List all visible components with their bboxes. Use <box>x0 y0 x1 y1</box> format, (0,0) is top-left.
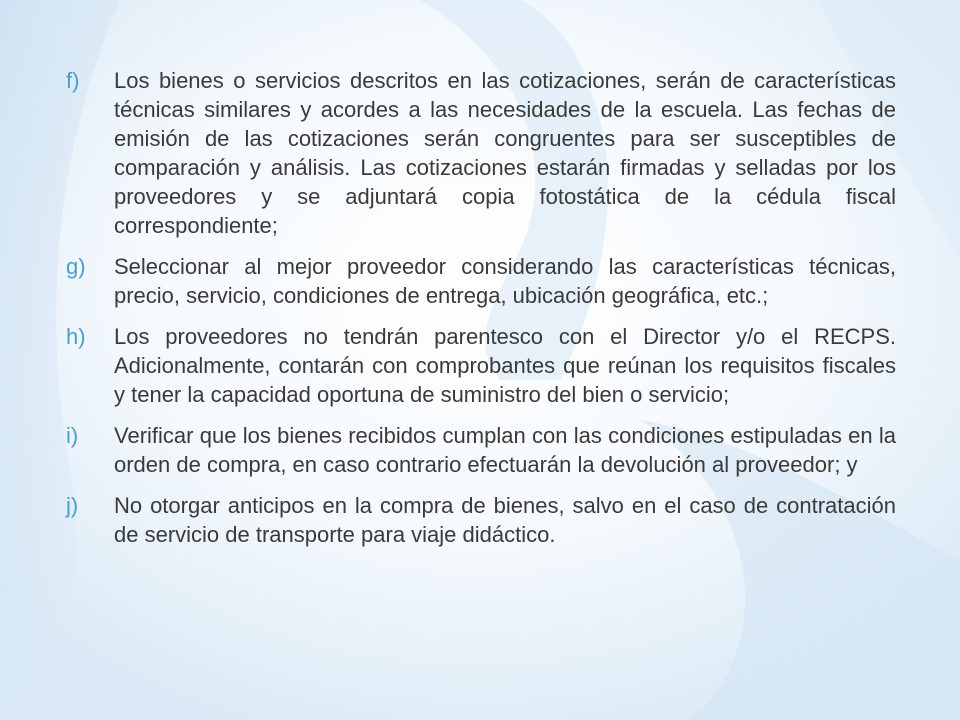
list-item-text: Los bienes o servicios descritos en las cotizaciones, serán de características técnicas similares y acordes a las necesidades de la escuela. Las fechas de emisión de las cotizaciones serán congruentes para ser susceptibles de comparación y análisis. Las cotizaciones estarán firmadas y selladas por los proveedores y se adjuntará copia fotostática de la cédula fiscal correspondiente; <box>114 68 896 238</box>
list-item-text: Verificar que los bienes recibidos cumplan con las condiciones estipuladas en la orden de compra, en caso contrario efectuarán la devolución al proveedor; y <box>114 423 896 477</box>
list-item-text: Seleccionar al mejor proveedor considerando las características técnicas, precio, servicio, condiciones de entrega, ubicación geográfica, etc.; <box>114 254 896 308</box>
list-item-h <box>66 322 896 409</box>
list-item-f <box>66 66 896 240</box>
list-marker: j) <box>66 493 79 518</box>
document-body <box>66 66 896 561</box>
list-marker: h) <box>66 324 86 349</box>
list-item-text: Los proveedores no tendrán parentesco con el Director y/o el RECPS. Adicionalmente, contarán con comprobantes que reúnan los requisitos fiscales y tener la capacidad oportuna de suministro del bien o servicio; <box>114 324 896 407</box>
list-item-text: No otorgar anticipos en la compra de bienes, salvo en el caso de contratación de servicio de transporte para viaje didáctico. <box>114 493 896 547</box>
list-item-g <box>66 252 896 310</box>
list-item-i <box>66 421 896 479</box>
list-marker: g) <box>66 254 86 279</box>
list-marker: f) <box>66 68 80 93</box>
list-marker: i) <box>66 423 79 448</box>
list-item-j <box>66 491 896 549</box>
